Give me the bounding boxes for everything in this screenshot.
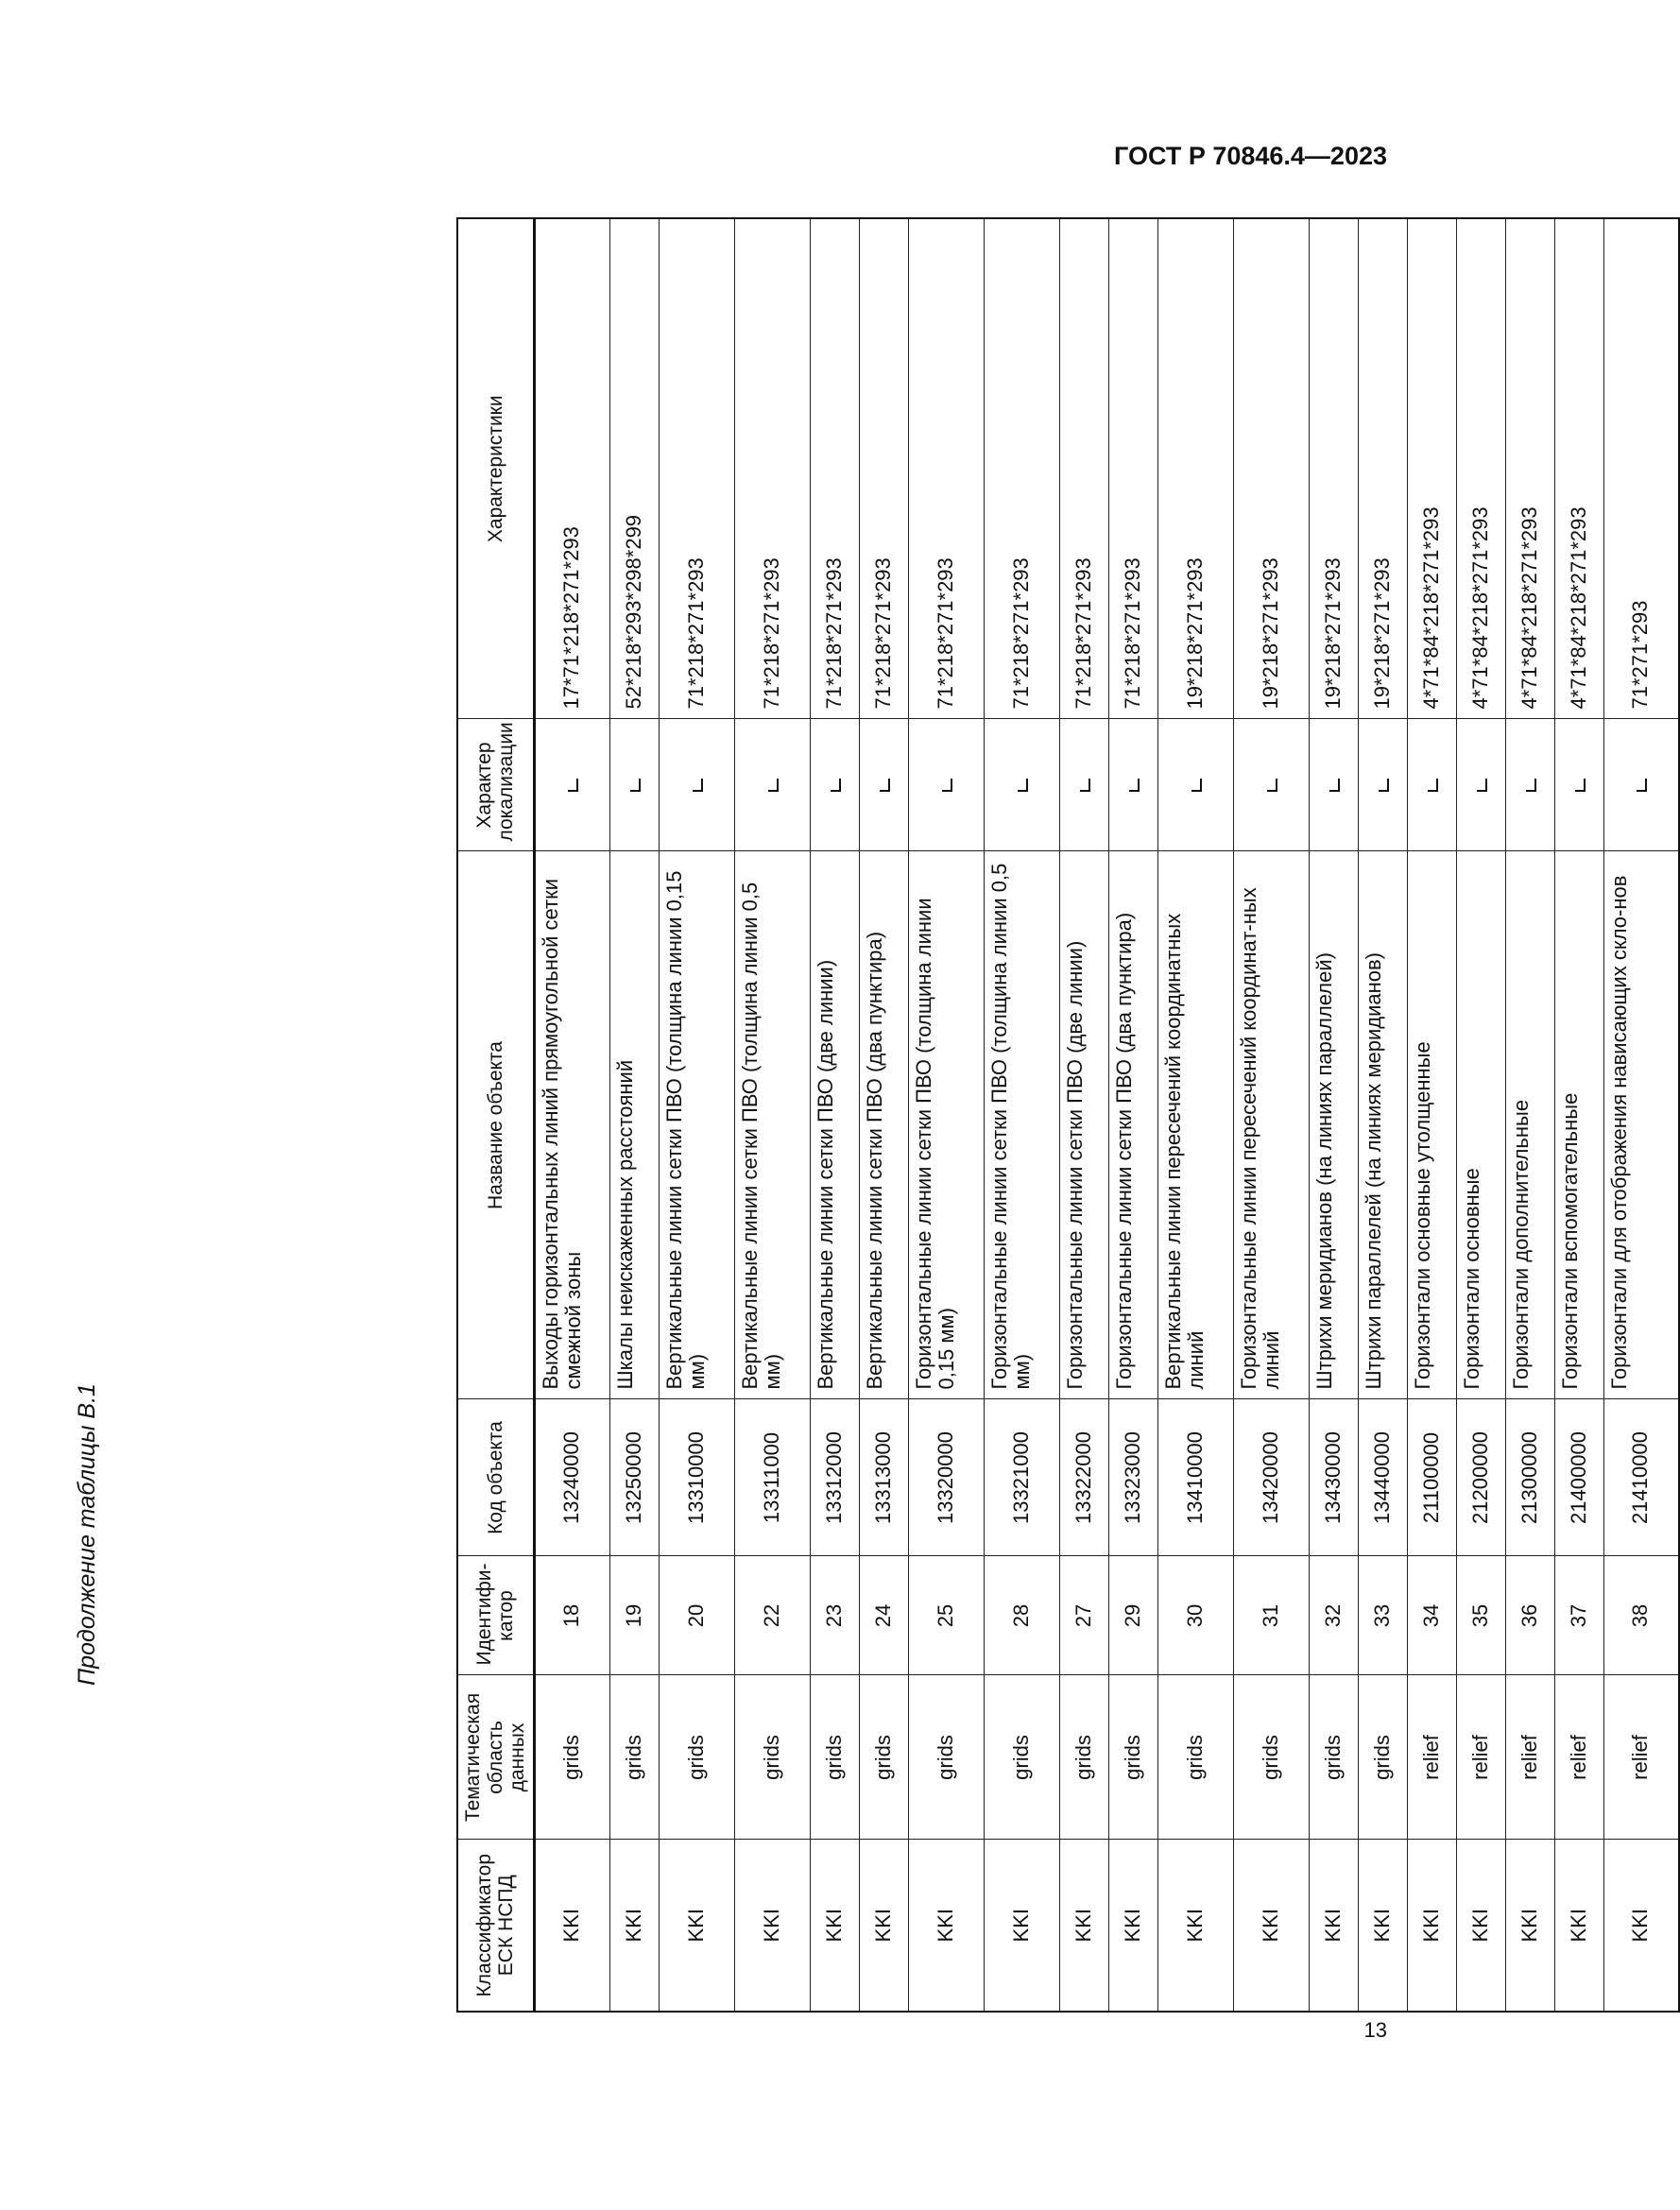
line-localization-icon xyxy=(831,779,841,792)
table-row xyxy=(1505,218,1554,2012)
cell-name: Шкалы неискаженных расстояний xyxy=(609,851,659,1399)
header-characteristics: Характеристики xyxy=(457,218,534,719)
cell-characteristics: 71*218*271*293 xyxy=(1059,218,1108,719)
cell-characteristics: 71*218*271*293 xyxy=(810,218,859,719)
cell-characteristics: 71*218*271*293 xyxy=(734,218,810,719)
cell-identifier: 25 xyxy=(908,1556,984,1675)
cell-localization xyxy=(1233,719,1309,851)
cell-name: Штрихи параллелей (на линиях меридианов) xyxy=(1358,851,1407,1399)
line-localization-icon xyxy=(1477,779,1487,792)
cell-theme: relief xyxy=(1407,1675,1456,1840)
cell-theme: grids xyxy=(609,1675,659,1840)
table-body xyxy=(534,218,1679,2012)
cell-localization xyxy=(1157,719,1233,851)
cell-classifier: KKI xyxy=(908,1840,984,2012)
cell-characteristics: 71*218*271*293 xyxy=(984,218,1059,719)
line-localization-icon xyxy=(1129,779,1140,792)
cell-code: 13323000 xyxy=(1108,1399,1157,1556)
classifier-table xyxy=(456,217,1680,2013)
cell-characteristics: 19*218*271*293 xyxy=(1233,218,1309,719)
cell-localization xyxy=(1603,719,1679,851)
cell-localization xyxy=(908,719,984,851)
cell-characteristics: 71*218*271*293 xyxy=(859,218,908,719)
cell-identifier: 32 xyxy=(1309,1556,1358,1675)
cell-theme: grids xyxy=(659,1675,734,1840)
cell-classifier: KKI xyxy=(1554,1840,1603,2012)
cell-identifier: 19 xyxy=(609,1556,659,1675)
table-row xyxy=(1157,218,1233,2012)
cell-code: 13311000 xyxy=(734,1399,810,1556)
table-row xyxy=(1407,218,1456,2012)
table-row xyxy=(734,218,810,2012)
table-row xyxy=(1358,218,1407,2012)
cell-characteristics: 19*218*271*293 xyxy=(1157,218,1233,719)
cell-identifier: 33 xyxy=(1358,1556,1407,1675)
table-header xyxy=(457,218,534,2012)
cell-localization xyxy=(734,719,810,851)
cell-identifier: 36 xyxy=(1505,1556,1554,1675)
cell-code: 13313000 xyxy=(859,1399,908,1556)
cell-identifier: 23 xyxy=(810,1556,859,1675)
table-row xyxy=(1456,218,1505,2012)
cell-name: Вертикальные линии сетки ПВО (две линии) xyxy=(810,851,859,1399)
cell-identifier: 20 xyxy=(659,1556,734,1675)
cell-identifier: 37 xyxy=(1554,1556,1603,1675)
table-row xyxy=(859,218,908,2012)
cell-characteristics: 19*218*271*293 xyxy=(1309,218,1358,719)
cell-characteristics: 52*218*293*298*299 xyxy=(609,218,659,719)
cell-localization xyxy=(534,719,609,851)
cell-name: Горизонтальные линии пересечений координат-ных линий xyxy=(1233,851,1309,1399)
cell-classifier: KKI xyxy=(659,1840,734,2012)
line-localization-icon xyxy=(880,779,890,792)
cell-identifier: 35 xyxy=(1456,1556,1505,1675)
cell-theme: grids xyxy=(1309,1675,1358,1840)
line-localization-icon xyxy=(1526,779,1536,792)
cell-name: Выходы горизонтальных линий прямоугольной сетки смежной зоны xyxy=(534,851,609,1399)
table-row xyxy=(1603,218,1679,2012)
line-localization-icon xyxy=(1428,779,1438,792)
cell-localization xyxy=(810,719,859,851)
cell-characteristics: 71*218*271*293 xyxy=(1108,218,1157,719)
cell-localization xyxy=(1358,719,1407,851)
cell-theme: relief xyxy=(1505,1675,1554,1840)
cell-code: 13322000 xyxy=(1059,1399,1108,1556)
page-number: 13 xyxy=(1363,2018,1387,2042)
table-row xyxy=(1309,218,1358,2012)
cell-identifier: 29 xyxy=(1108,1556,1157,1675)
cell-theme: relief xyxy=(1554,1675,1603,1840)
cell-characteristics: 4*71*84*218*271*293 xyxy=(1407,218,1456,719)
line-localization-icon xyxy=(1575,779,1586,792)
cell-classifier: KKI xyxy=(1233,1840,1309,2012)
line-localization-icon xyxy=(568,779,578,792)
table-row xyxy=(534,218,609,2012)
cell-classifier: KKI xyxy=(1603,1840,1679,2012)
cell-theme: grids xyxy=(1157,1675,1233,1840)
cell-identifier: 38 xyxy=(1603,1556,1679,1675)
header-name: Название объекта xyxy=(457,851,534,1399)
cell-localization xyxy=(859,719,908,851)
header-theme: Тематическая область данных xyxy=(457,1675,534,1840)
cell-code: 13312000 xyxy=(810,1399,859,1556)
cell-characteristics: 4*71*84*218*271*293 xyxy=(1505,218,1554,719)
cell-localization xyxy=(1456,719,1505,851)
cell-name: Горизонтали основные утолщенные xyxy=(1407,851,1456,1399)
cell-classifier: KKI xyxy=(810,1840,859,2012)
cell-code: 13410000 xyxy=(1157,1399,1233,1556)
header-localization: Характер локализации xyxy=(457,719,534,851)
cell-classifier: KKI xyxy=(1505,1840,1554,2012)
cell-classifier: KKI xyxy=(1358,1840,1407,2012)
cell-theme: relief xyxy=(1603,1675,1679,1840)
cell-name: Штрихи меридианов (на линиях параллелей) xyxy=(1309,851,1358,1399)
cell-localization xyxy=(659,719,734,851)
cell-classifier: KKI xyxy=(534,1840,609,2012)
cell-name: Вертикальные линии сетки ПВО (два пунктира) xyxy=(859,851,908,1399)
cell-identifier: 30 xyxy=(1157,1556,1233,1675)
cell-characteristics: 4*71*84*218*271*293 xyxy=(1456,218,1505,719)
table-row xyxy=(1554,218,1603,2012)
cell-identifier: 27 xyxy=(1059,1556,1108,1675)
header-identifier: Идентифи-катор xyxy=(457,1556,534,1675)
cell-name: Вертикальные линии сетки ПВО (толщина линии 0,15 мм) xyxy=(659,851,734,1399)
cell-identifier: 28 xyxy=(984,1556,1059,1675)
cell-code: 21200000 xyxy=(1456,1399,1505,1556)
line-localization-icon xyxy=(768,779,779,792)
table-row xyxy=(1108,218,1157,2012)
cell-classifier: KKI xyxy=(734,1840,810,2012)
table-row xyxy=(984,218,1059,2012)
line-localization-icon xyxy=(1191,779,1202,792)
table-row xyxy=(1059,218,1108,2012)
cell-code: 21300000 xyxy=(1505,1399,1554,1556)
cell-localization xyxy=(1309,719,1358,851)
line-localization-icon xyxy=(630,779,641,792)
cell-theme: grids xyxy=(859,1675,908,1840)
cell-classifier: KKI xyxy=(1108,1840,1157,2012)
cell-theme: grids xyxy=(1358,1675,1407,1840)
cell-name: Горизонтальные линии сетки ПВО (два пунктира) xyxy=(1108,851,1157,1399)
line-localization-icon xyxy=(1018,779,1028,792)
cell-characteristics: 71*218*271*293 xyxy=(659,218,734,719)
cell-identifier: 18 xyxy=(534,1556,609,1675)
line-localization-icon xyxy=(942,779,952,792)
cell-classifier: KKI xyxy=(984,1840,1059,2012)
cell-code: 13320000 xyxy=(908,1399,984,1556)
cell-name: Горизонтальные линии сетки ПВО (толщина линии 0,5 мм) xyxy=(984,851,1059,1399)
cell-name: Горизонтали вспомогательные xyxy=(1554,851,1603,1399)
cell-theme: grids xyxy=(534,1675,609,1840)
cell-code: 13420000 xyxy=(1233,1399,1309,1556)
cell-theme: grids xyxy=(734,1675,810,1840)
cell-localization xyxy=(1505,719,1554,851)
table-row xyxy=(810,218,859,2012)
cell-characteristics: 71*218*271*293 xyxy=(908,218,984,719)
cell-localization xyxy=(1407,719,1456,851)
cell-theme: grids xyxy=(1233,1675,1309,1840)
cell-theme: grids xyxy=(1108,1675,1157,1840)
cell-characteristics: 19*218*271*293 xyxy=(1358,218,1407,719)
cell-classifier: KKI xyxy=(1157,1840,1233,2012)
table-caption: Продолжение таблицы В.1 xyxy=(74,1383,100,1686)
cell-characteristics: 71*271*293 xyxy=(1603,218,1679,719)
cell-name: Вертикальные линии пересечений координатных линий xyxy=(1157,851,1233,1399)
cell-code: 21100000 xyxy=(1407,1399,1456,1556)
cell-code: 21400000 xyxy=(1554,1399,1603,1556)
cell-name: Вертикальные линии сетки ПВО (толщина линии 0,5 мм) xyxy=(734,851,810,1399)
cell-code: 13440000 xyxy=(1358,1399,1407,1556)
cell-code: 13310000 xyxy=(659,1399,734,1556)
line-localization-icon xyxy=(1637,779,1647,792)
cell-name: Горизонтальные линии сетки ПВО (две линии) xyxy=(1059,851,1108,1399)
cell-theme: grids xyxy=(1059,1675,1108,1840)
line-localization-icon xyxy=(1080,779,1090,792)
cell-localization xyxy=(984,719,1059,851)
cell-theme: relief xyxy=(1456,1675,1505,1840)
cell-characteristics: 17*71*218*271*293 xyxy=(534,218,609,719)
cell-classifier: KKI xyxy=(1309,1840,1358,2012)
cell-localization xyxy=(1059,719,1108,851)
table-row xyxy=(1233,218,1309,2012)
table-row xyxy=(659,218,734,2012)
cell-identifier: 31 xyxy=(1233,1556,1309,1675)
cell-classifier: KKI xyxy=(1407,1840,1456,2012)
table-row xyxy=(609,218,659,2012)
cell-classifier: KKI xyxy=(1456,1840,1505,2012)
cell-theme: grids xyxy=(908,1675,984,1840)
cell-classifier: KKI xyxy=(609,1840,659,2012)
cell-code: 13250000 xyxy=(609,1399,659,1556)
cell-identifier: 22 xyxy=(734,1556,810,1675)
cell-name: Горизонтали для отображения нависающих скло-нов xyxy=(1603,851,1679,1399)
cell-localization xyxy=(1108,719,1157,851)
cell-classifier: KKI xyxy=(1059,1840,1108,2012)
cell-code: 13240000 xyxy=(534,1399,609,1556)
header-code: Код объекта xyxy=(457,1399,534,1556)
line-localization-icon xyxy=(1379,779,1389,792)
cell-name: Горизонтали дополнительные xyxy=(1505,851,1554,1399)
cell-identifier: 24 xyxy=(859,1556,908,1675)
line-localization-icon xyxy=(693,779,703,792)
cell-classifier: KKI xyxy=(859,1840,908,2012)
cell-characteristics: 4*71*84*218*271*293 xyxy=(1554,218,1603,719)
cell-identifier: 34 xyxy=(1407,1556,1456,1675)
line-localization-icon xyxy=(1329,779,1340,792)
standard-code: ГОСТ Р 70846.4—2023 xyxy=(1114,142,1387,170)
cell-theme: grids xyxy=(810,1675,859,1840)
table-row xyxy=(908,218,984,2012)
cell-name: Горизонтали основные xyxy=(1456,851,1505,1399)
cell-code: 13430000 xyxy=(1309,1399,1358,1556)
header-classifier: Классификатор ЕСК НСПД xyxy=(457,1840,534,2012)
cell-code: 13321000 xyxy=(984,1399,1059,1556)
line-localization-icon xyxy=(1267,779,1277,792)
cell-localization xyxy=(609,719,659,851)
cell-name: Горизонтальные линии сетки ПВО (толщина линии 0,15 мм) xyxy=(908,851,984,1399)
cell-localization xyxy=(1554,719,1603,851)
rotated-table-container xyxy=(456,219,1653,2013)
cell-theme: grids xyxy=(984,1675,1059,1840)
cell-code: 21410000 xyxy=(1603,1399,1679,1556)
